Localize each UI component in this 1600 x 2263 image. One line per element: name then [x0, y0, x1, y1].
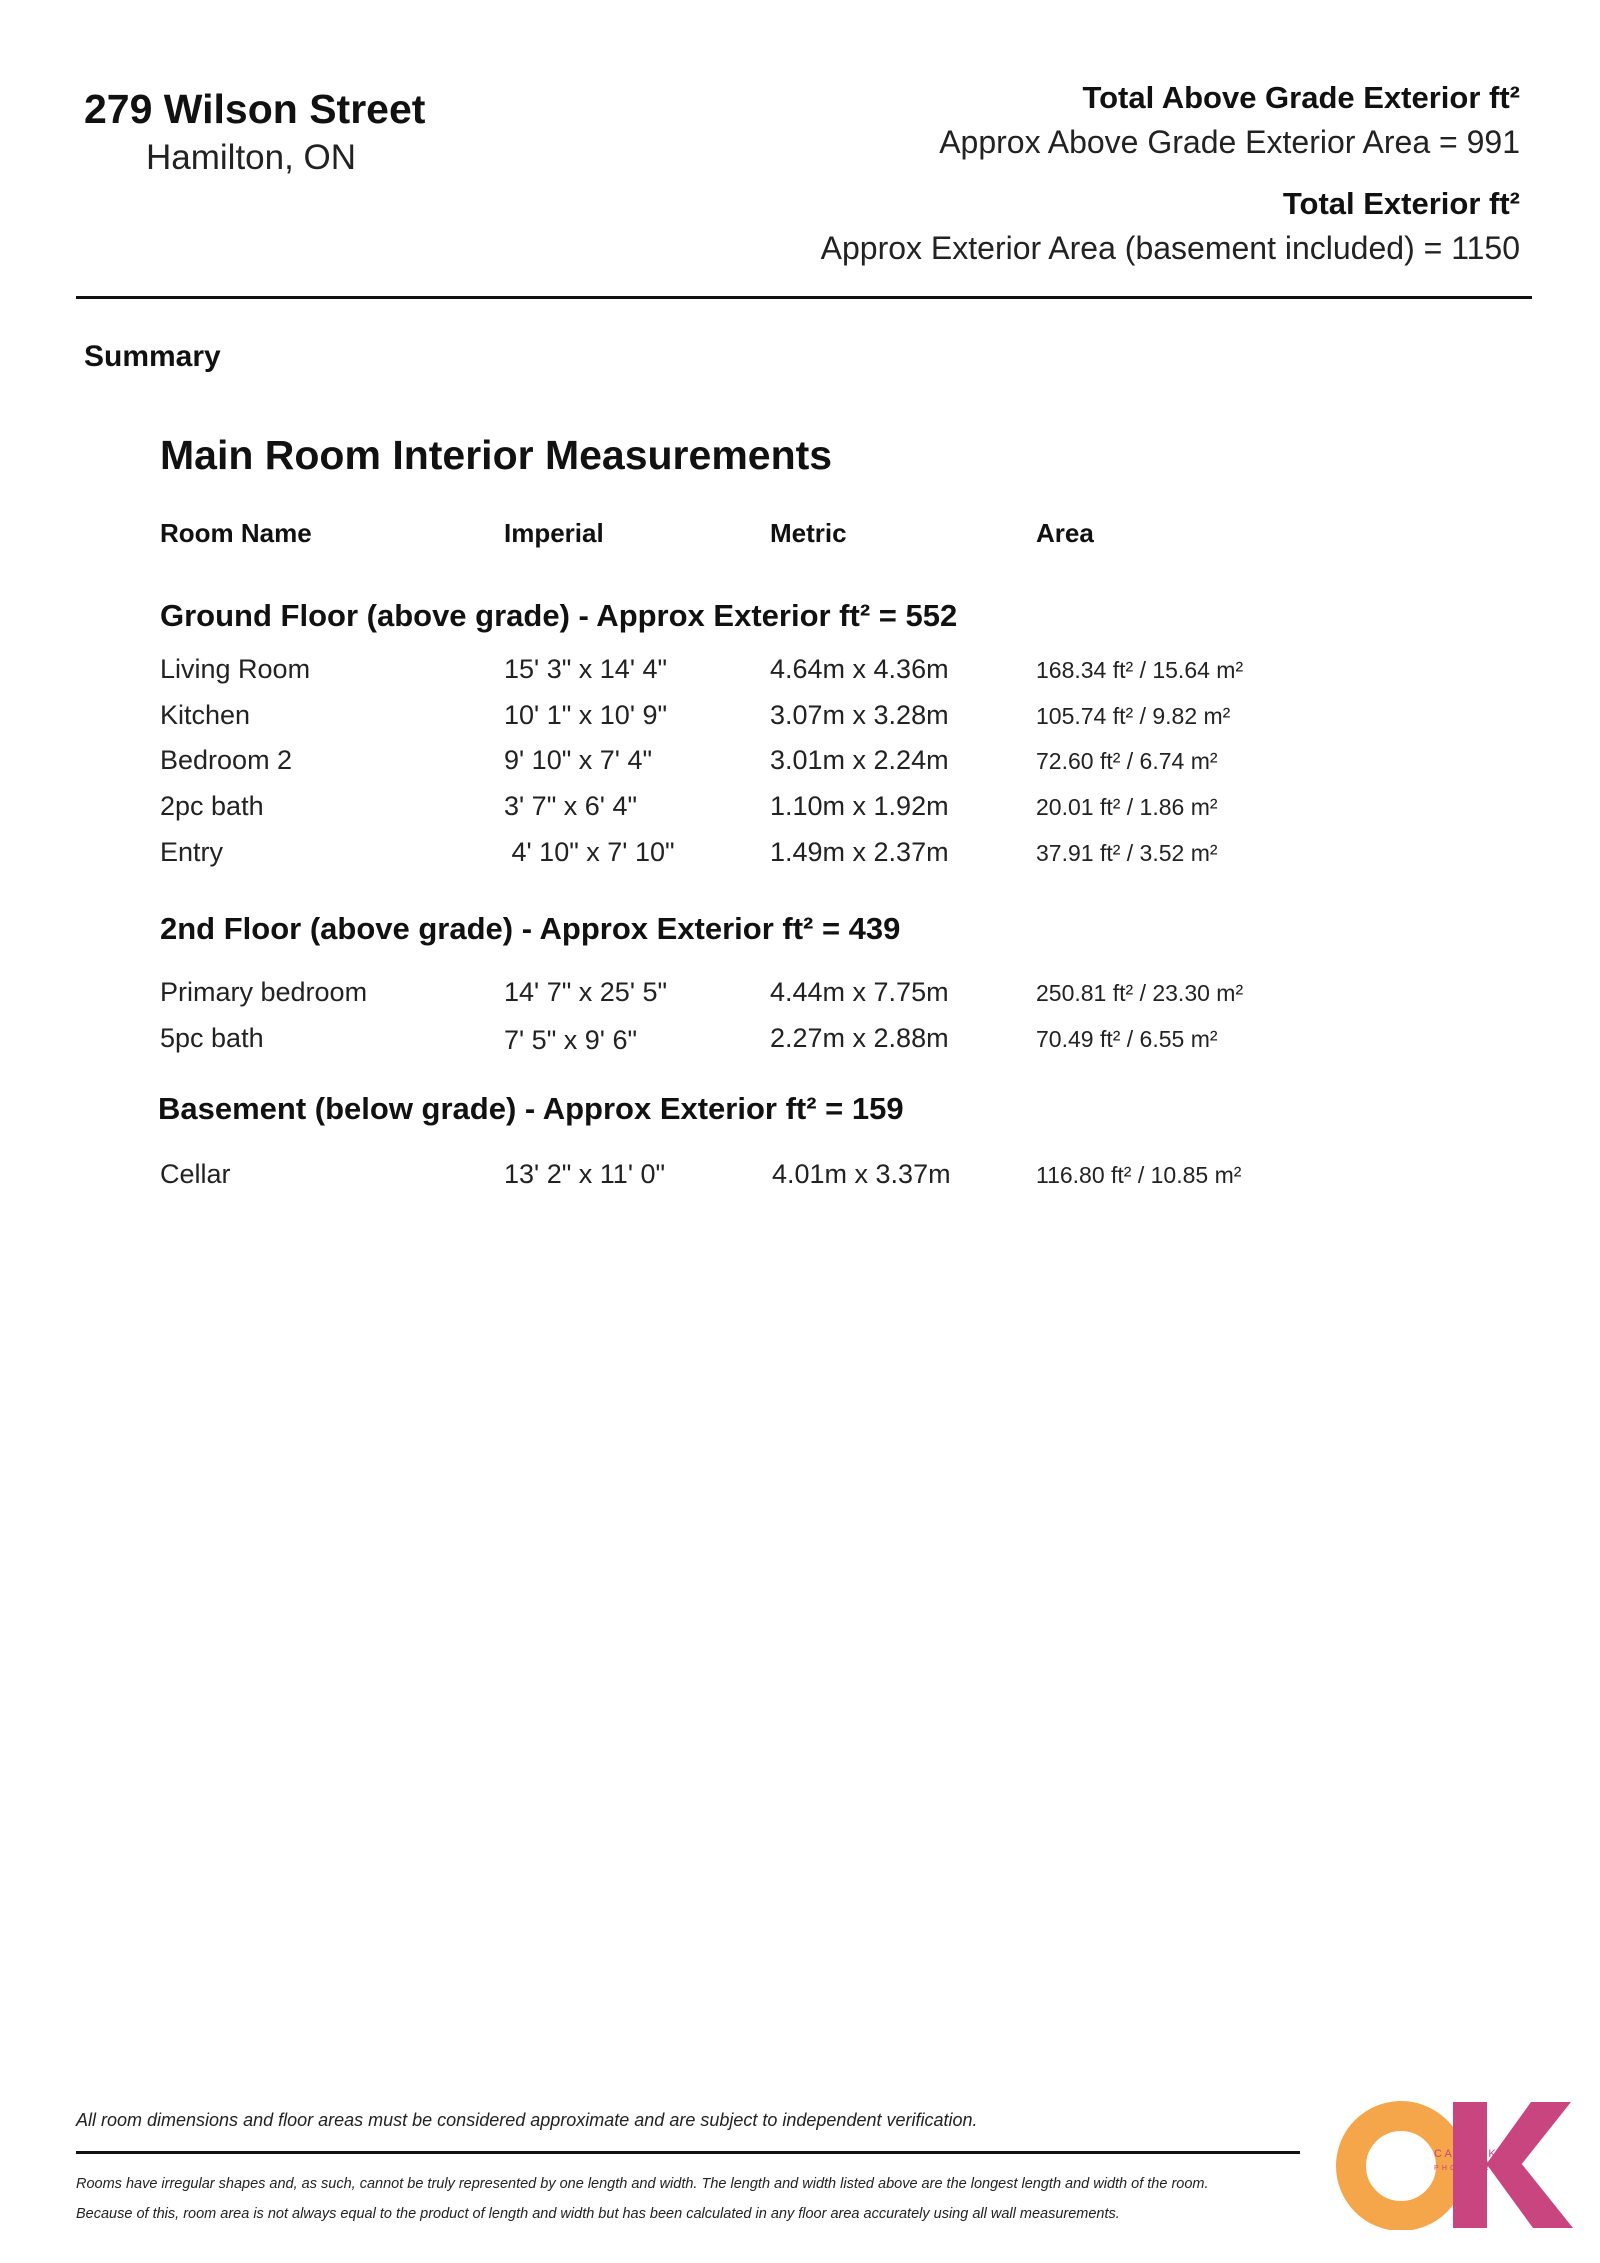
total-exterior-title: Total Exterior ft² — [1282, 186, 1520, 221]
footnote-line-2: Because of this, room area is not always equal to the product of length and width but has been calculated in any floor area accurately using all wall measurements. — [76, 2206, 1120, 2222]
floor-heading-ground: Ground Floor (above grade) - Approx Exterior ft² = 552 — [160, 598, 958, 633]
floor-heading-second: 2nd Floor (above grade) - Approx Exterior ft² = 439 — [160, 911, 901, 946]
room-metric: 4.44m x 7.75m — [770, 977, 949, 1007]
room-metric: 3.01m x 2.24m — [770, 745, 949, 775]
room-imperial: 9' 10" x 7' 4" — [504, 745, 653, 775]
room-name: Living Room — [160, 654, 311, 684]
room-area: 105.74 ft² / 9.82 m² — [1036, 703, 1231, 729]
room-metric: 2.27m x 2.88m — [770, 1023, 949, 1053]
room-area: 37.91 ft² / 3.52 m² — [1036, 840, 1218, 866]
room-imperial: 10' 1" x 10' 9" — [504, 700, 668, 730]
room-imperial: 4' 10" x 7' 10" — [504, 837, 675, 867]
column-header-room-name: Room Name — [160, 518, 312, 548]
room-metric: 3.07m x 3.28m — [770, 700, 949, 730]
above-grade-title: Total Above Grade Exterior ft² — [1082, 80, 1520, 115]
room-name: 5pc bath — [160, 1023, 264, 1053]
summary-label: Summary — [84, 340, 221, 373]
room-metric: 4.01m x 3.37m — [772, 1159, 951, 1189]
floor-heading-basement: Basement (below grade) - Approx Exterior ft² = 159 — [158, 1091, 904, 1126]
room-metric: 1.49m x 2.37m — [770, 837, 949, 867]
footnote-line-1: Rooms have irregular shapes and, as such, cannot be truly represented by one length and width. The length and width listed above are the longest length and width of the room. — [76, 2176, 1209, 2192]
room-area: 250.81 ft² / 23.30 m² — [1036, 980, 1244, 1006]
room-name: Primary bedroom — [160, 977, 368, 1007]
above-grade-value: Approx Above Grade Exterior Area = 991 — [939, 124, 1520, 160]
disclaimer-text: All room dimensions and floor areas must be considered approximate and are subject to independent verification. — [76, 2110, 978, 2130]
room-imperial: 13' 2" x 11' 0" — [504, 1159, 666, 1189]
total-exterior-value: Approx Exterior Area (basement included) = 1150 — [820, 230, 1520, 266]
property-city: Hamilton, ON — [146, 138, 357, 177]
room-area: 72.60 ft² / 6.74 m² — [1036, 748, 1218, 774]
room-imperial: 14' 7" x 25' 5" — [504, 977, 668, 1007]
room-name: 2pc bath — [160, 791, 264, 821]
room-name: Bedroom 2 — [160, 745, 293, 775]
column-header-area: Area — [1036, 518, 1094, 548]
room-name: Entry — [160, 837, 224, 867]
header-divider — [76, 296, 1532, 299]
column-header-imperial: Imperial — [504, 518, 604, 548]
logo-name-text: CATHY KOOP — [1434, 2148, 1531, 2160]
room-name: Cellar — [160, 1159, 231, 1189]
page-title: Main Room Interior Measurements — [160, 432, 833, 478]
room-area: 168.34 ft² / 15.64 m² — [1036, 657, 1244, 683]
room-area: 70.49 ft² / 6.55 m² — [1036, 1026, 1218, 1052]
footer-divider — [76, 2151, 1300, 2154]
brand-logo — [1335, 2100, 1575, 2230]
room-name: Kitchen — [160, 700, 251, 730]
room-metric: 4.64m x 4.36m — [770, 654, 949, 684]
room-area: 20.01 ft² / 1.86 m² — [1036, 794, 1218, 820]
room-metric: 1.10m x 1.92m — [770, 791, 949, 821]
logo-tagline-text: PHOTOGRAPHY — [1434, 2165, 1524, 2172]
room-area: 116.80 ft² / 10.85 m² — [1036, 1162, 1242, 1188]
room-imperial: 7' 5" x 9' 6" — [504, 1025, 638, 1055]
column-header-metric: Metric — [770, 518, 847, 548]
room-imperial: 15' 3" x 14' 4" — [504, 654, 668, 684]
room-imperial: 3' 7" x 6' 4" — [504, 791, 638, 821]
property-street: 279 Wilson Street — [84, 86, 426, 132]
